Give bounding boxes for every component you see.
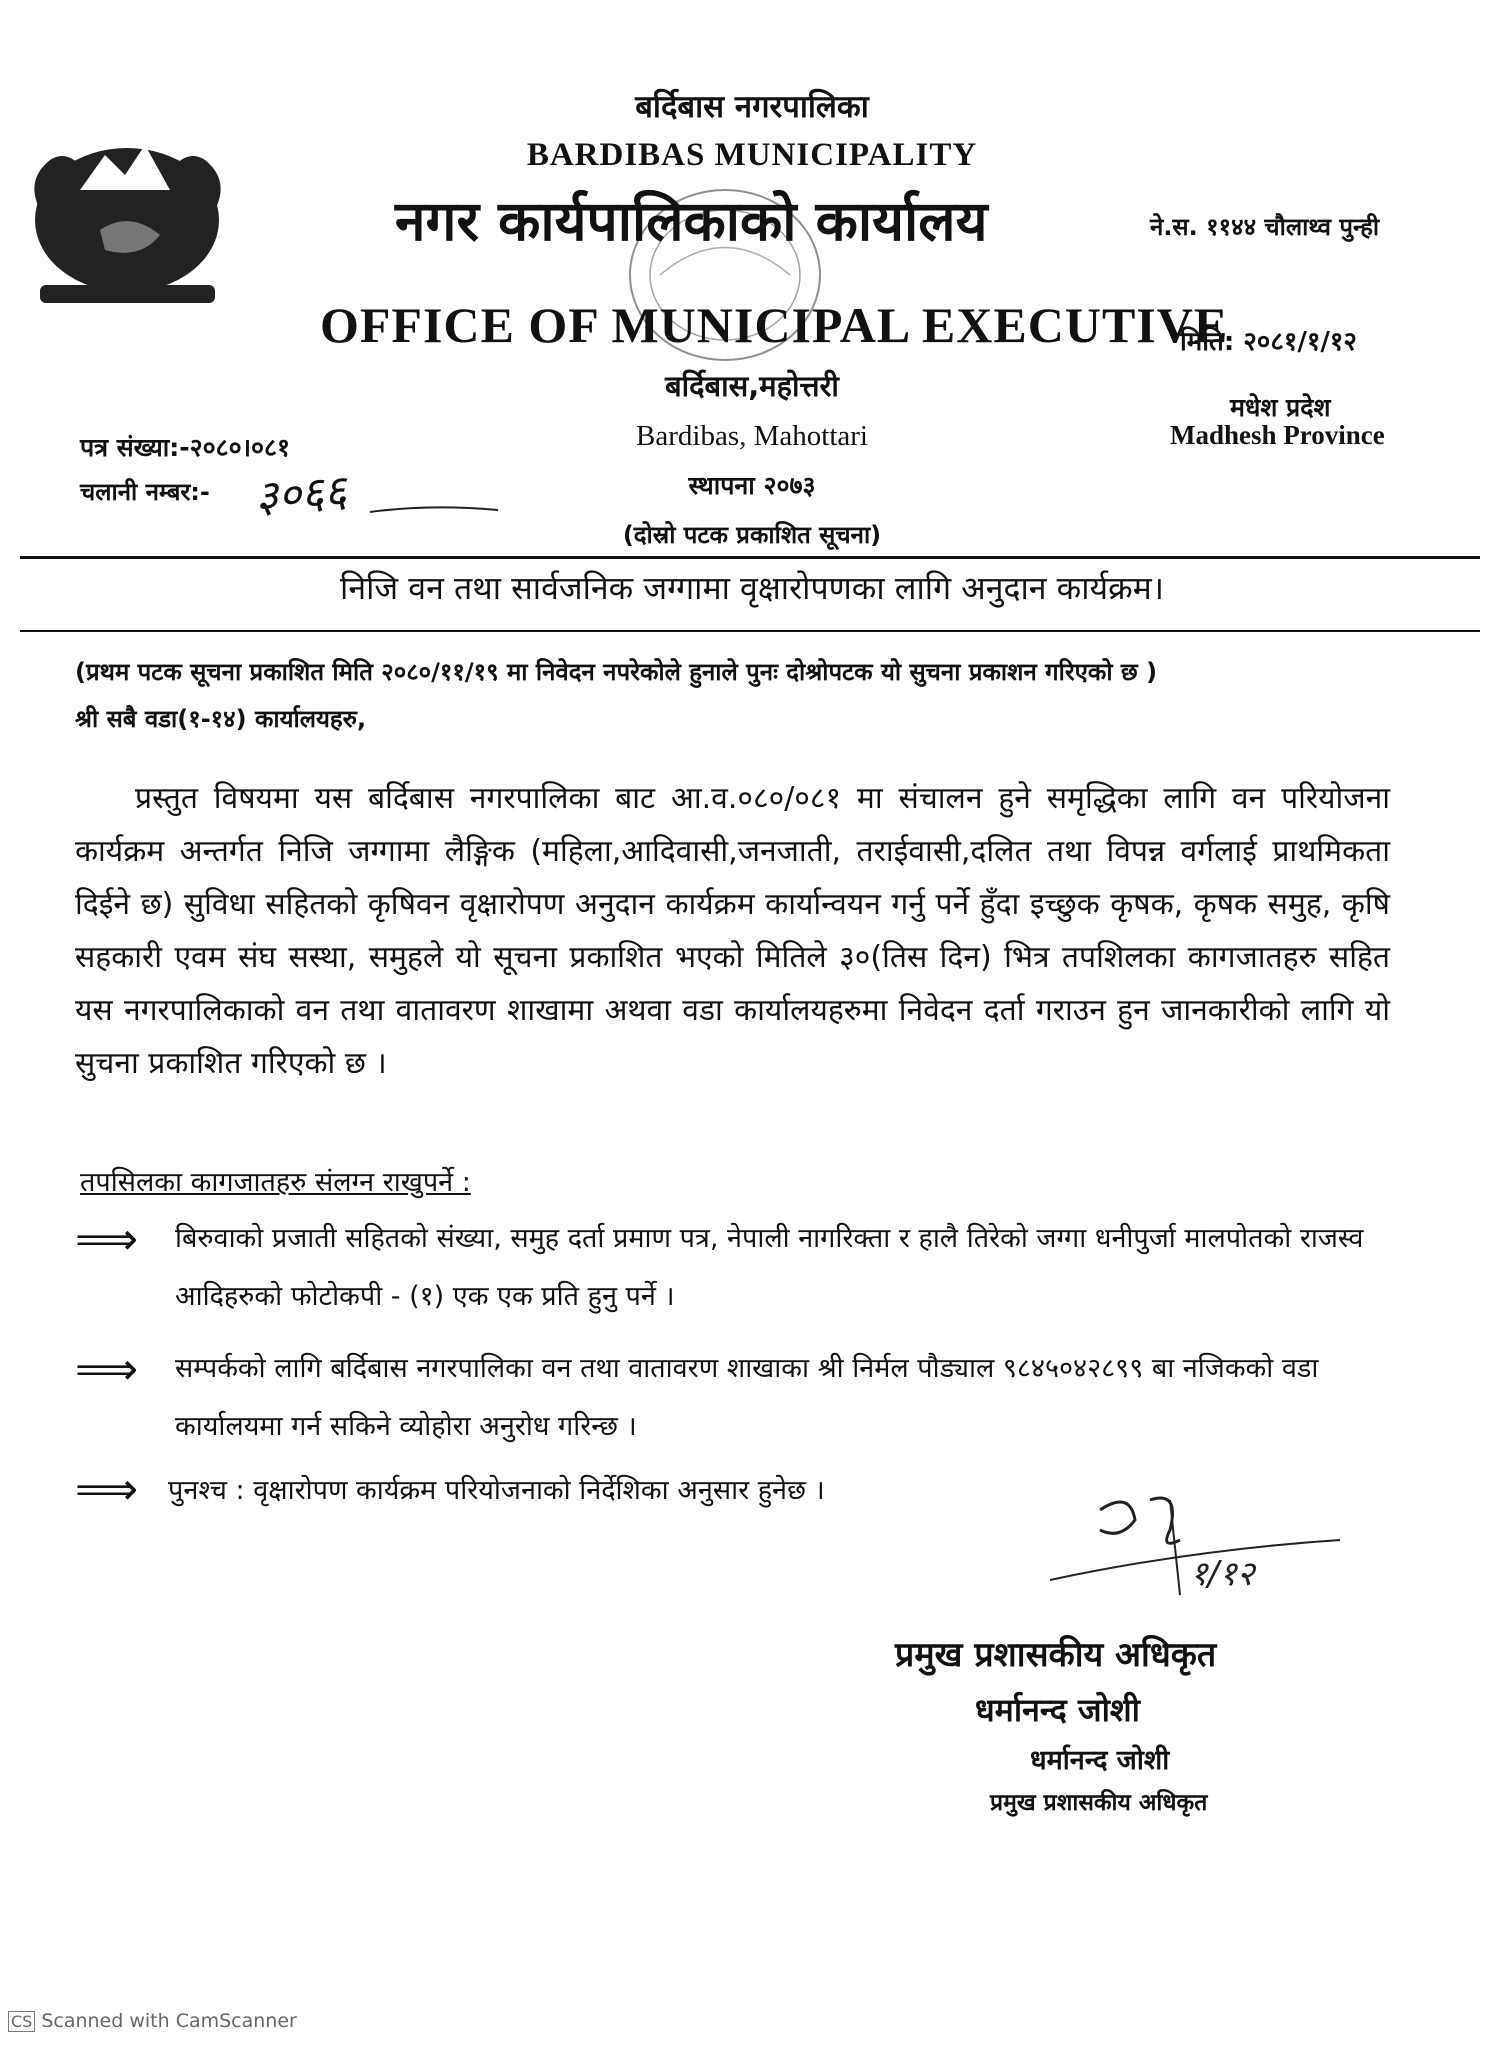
municipality-name-np: बर्दिबास नगरपालिका: [635, 89, 869, 125]
nepal-sambat-year: ने.स. ११४४ चौलाथ्व पुन्ही: [1150, 213, 1380, 241]
attachments-heading: तपसिलका कागजातहरु संलग्न राखुपर्ने :: [80, 1167, 471, 1198]
arrow-right-icon: ⟹: [75, 1214, 139, 1265]
place-en: Bardibas, Mahottari: [636, 420, 868, 452]
arrow-right-icon: ⟹: [75, 1344, 139, 1395]
place-np: बर्दिबास,महोत्तरी: [665, 369, 839, 403]
subject-top-rule: [20, 556, 1480, 559]
second-notice-label: (दोस्रो पटक प्रकाशित सूचना): [622, 521, 882, 549]
signatory-name: धर्मानन्द जोशी: [975, 1691, 1140, 1729]
scanner-text: Scanned with CamScanner: [41, 2010, 297, 2032]
letter-date: मिति: २०८१/१/१२: [1180, 327, 1357, 357]
signatory-name-stamp: धर्मानन्द जोशी: [1030, 1745, 1170, 1776]
dispatch-label: चलानी नम्बर:-: [80, 478, 210, 506]
previous-notice-note: (प्रथम पटक सूचना प्रकाशित मिति २०८०/११/१९ मा निवेदन नपरेकोले हुनाले पुनः दोश्रोपटक यो सुचना प्रकाशन गरिएको छ ): [75, 658, 1158, 686]
established-year: स्थापना २०७३: [688, 471, 816, 500]
addressee: श्री सबै वडा(१-१४) कार्यालयहरु,: [75, 705, 367, 733]
subject-bottom-rule: [20, 630, 1480, 632]
scanner-watermark: [8, 2010, 297, 2032]
attachment-item: पुनश्च : वृक्षारोपण कार्यक्रम परियोजनाको निर्देशिका अनुसार हुनेछ ।: [168, 1475, 825, 1506]
province-np: मधेश प्रदेश: [1230, 393, 1331, 422]
attachment-item: सम्पर्कको लागि बर्दिबास नगरपालिका वन तथा वातावरण शाखाका श्री निर्मल पौड्याल ९८४५०४२८९९ बा नजिकको वडा कार्यालयमा गर्न सकिने व्योहोरा अनुरोध गरिन्छ ।: [175, 1353, 1319, 1442]
office-name-en: OFFICE OF MUNICIPAL EXECUTIVE: [320, 297, 1229, 353]
camscanner-icon: CS: [8, 2011, 35, 2032]
body-paragraph: प्रस्तुत विषयमा यस बर्दिबास नगरपालिका बाट आ.व.०८०/०८१ मा संचालन हुने समृद्धिका लागि वन परियोजना कार्यक्रम अन्तर्गत निजि जग्गामा लैङ्गिक (महिला,आदिवासी,जनजाती, तराईवासी,दलित तथा विपन्न वर्गलाई प्राथमिकता दिईने छ) सुविधा सहितको कृषिवन वृक्षारोपण अनुदान कार्यक्रम कार्यान्वयन गर्नु पर्ने हुँदा इच्छुक कृषक, कृषक समुह, कृषि सहकारी एवम संघ सस्था, समुहले यो सूचना प्रकाशित भएको मितिले ३०(तिस दिन) भित्र तपशिलका कागजातहरु सहित यस नगरपालिकाको वन तथा वातावरण शाखामा अथवा वडा कार्यालयहरुमा निवेदन दर्ता गराउन हुन जानकारीको लागि यो सुचना प्रकाशित गरिएको छ ।: [75, 781, 1390, 1081]
subject-line: निजि वन तथा सार्वजनिक जग्गामा वृक्षारोपणका लागि अनुदान कार्यक्रम।: [340, 569, 1164, 607]
province-en: Madhesh Province: [1170, 420, 1385, 450]
attachment-item: बिरुवाको प्रजाती सहितको संख्या, समुह दर्ता प्रमाण पत्र, नेपाली नागरिक्ता र हालै तिरेको जग्गा धनीपुर्जा मालपोतको राजस्व आदिहरुको फोटोकपी - (१) एक एक प्रति हुनु पर्ने ।: [175, 1223, 1364, 1312]
signature-scribble: [1040, 1470, 1360, 1610]
dispatch-underline: [370, 500, 500, 520]
letter-number: पत्र संख्या:-२०८०।०८१: [80, 433, 291, 462]
signatory-title-stamp: प्रमुख प्रशासकीय अधिकृत: [990, 1790, 1208, 1816]
dispatch-number: ३०६६: [253, 465, 349, 524]
signatory-title: प्रमुख प्रशासकीय अधिकृत: [895, 1635, 1217, 1675]
office-name-np: नगर कार्यपालिकाको कार्यालय: [395, 189, 988, 253]
signature-date: १/१२: [1190, 1554, 1255, 1594]
arrow-right-icon: ⟹: [75, 1464, 139, 1515]
municipality-name-en: BARDIBAS MUNICIPALITY: [526, 137, 978, 173]
